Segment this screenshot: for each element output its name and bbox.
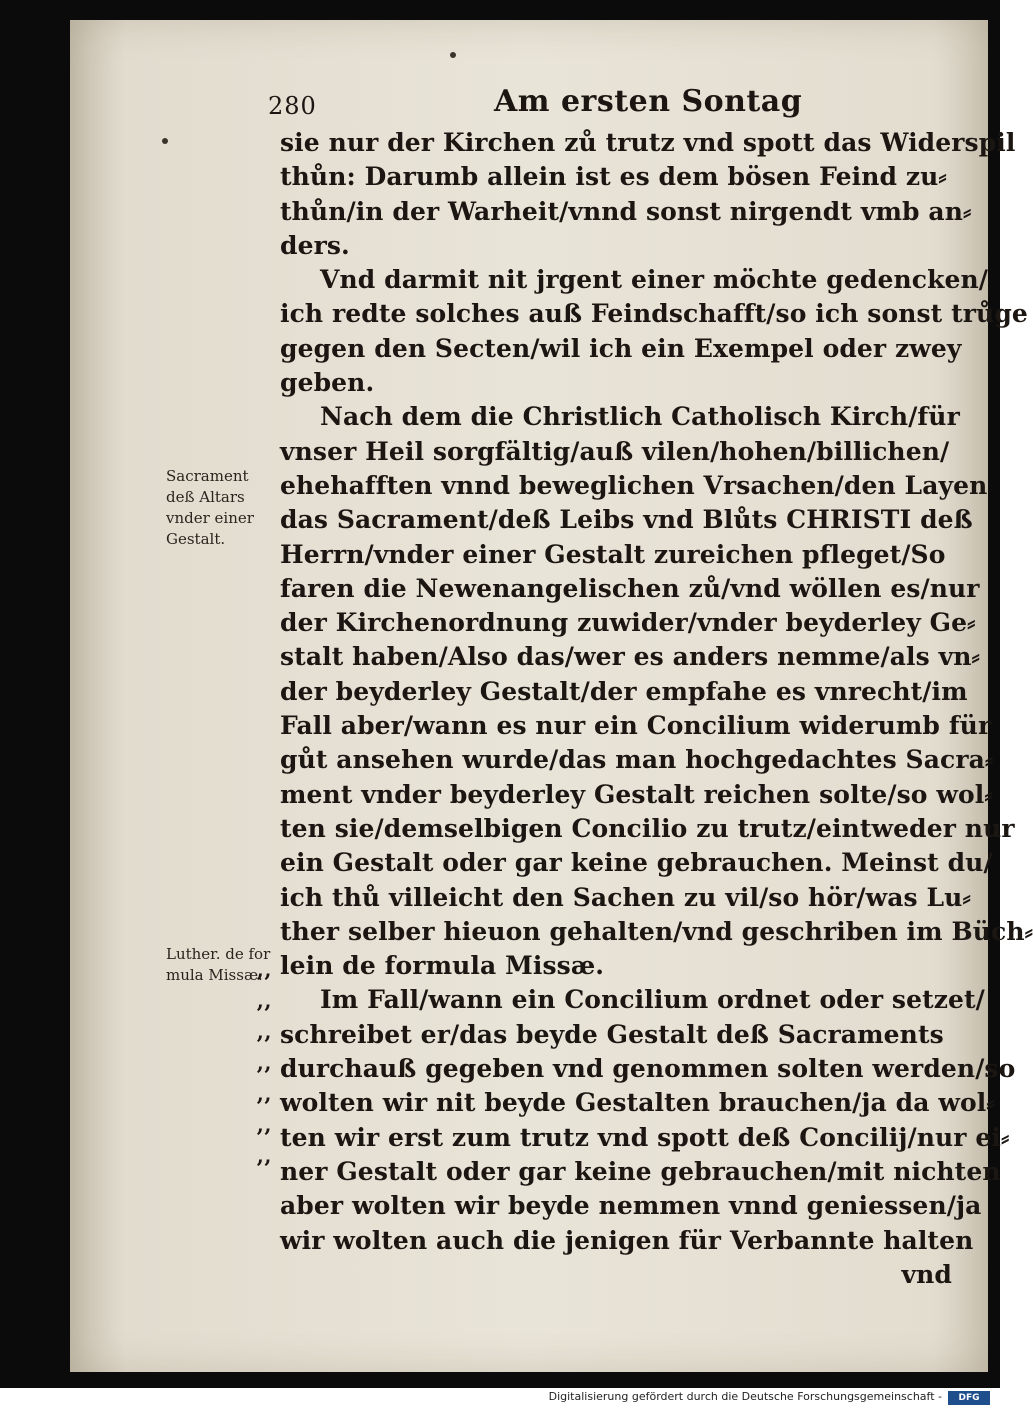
quote-mark: ’’ — [256, 1125, 272, 1151]
text-line: faren die Newenangelischen zů/vnd wöllen es/nur — [280, 573, 980, 603]
text-line: Herrn/vnder einer Gestalt zureichen pfleget/So — [280, 539, 946, 569]
text-line: der Kirchenordnung zuwider/vnder beyderley Ge⸗ — [280, 608, 976, 638]
dfg-logo: DFG — [948, 1391, 990, 1405]
margin-note-line: Sacrament — [166, 467, 249, 485]
quote-mark: ’’ — [256, 1156, 272, 1182]
text-line: wir wolten auch die jenigen für Verbannte halten — [280, 1225, 974, 1255]
page-number: 280 — [268, 92, 317, 120]
quote-mark: ’’ — [256, 970, 272, 996]
quote-mark: ’’ — [256, 1032, 272, 1058]
text-line: lein de formula Missæ. — [280, 951, 605, 981]
text-line: schreibet er/das beyde Gestalt deß Sacraments — [280, 1019, 944, 1049]
text-line: sie nur der Kirchen zů trutz vnd spott das Widerspil — [280, 128, 1016, 157]
text-line: das Sacrament/deß Leibs vnd Blůts CHRISTI deß — [280, 505, 973, 535]
margin-note-line: deß Altars — [166, 488, 245, 506]
text-line: ner Gestalt oder gar keine gebrauchen/mit nichten — [280, 1156, 1001, 1186]
running-title: Am ersten Sontag — [494, 84, 803, 119]
text-line: ten wir erst zum trutz vnd spott deß Concilij/nur ei⸗ — [280, 1122, 1010, 1152]
text-line: aber wolten wir beyde nemmen vnnd geniessen/ja — [280, 1191, 982, 1221]
main-text-block — [280, 126, 1033, 1292]
text-line: ten sie/demselbigen Concilio zu trutz/eintweder nur — [280, 813, 1015, 843]
text-line: gůt ansehen wurde/das man hochgedachtes Sacra⸗ — [280, 745, 994, 775]
text-line: ich redte solches auß Feindschafft/so ich sonst trůge — [280, 299, 1028, 329]
text-line: ein Gestalt oder gar keine gebrauchen. Meinst du/ — [280, 848, 993, 878]
text-line: Nach dem die Christlich Catholisch Kirch/für — [320, 402, 960, 432]
ink-spot — [162, 138, 168, 144]
text-line: thůn/in der Warheit/vnnd sonst nirgendt vmb an⸗ — [280, 196, 972, 226]
margin-note-line: mula Missæ. — [166, 966, 263, 984]
text-line: ehehafften vnnd beweglichen Vrsachen/den Layen — [280, 470, 988, 500]
margin-note-line: Luther. de for — [166, 945, 271, 963]
footer-bar — [0, 1388, 1000, 1409]
text-line: ich thů villeicht den Sachen zu vil/so hör/was Lu⸗ — [280, 882, 971, 912]
margin-note-line: vnder einer — [166, 509, 254, 527]
text-line: ment vnder beyderley Gestalt reichen solte/so wol⸗ — [280, 779, 993, 809]
quotation-marks-column — [256, 968, 286, 1185]
quote-mark: ’’ — [256, 1094, 272, 1120]
text-line: thůn: Darumb allein ist es dem bösen Feind zu⸗ — [280, 162, 947, 192]
text-line: Vnd darmit nit jrgent einer möchte gedencken/ — [320, 265, 989, 295]
text-line: stalt haben/Also das/wer es anders nemme/als vn⸗ — [280, 642, 980, 672]
quote-mark: ’’ — [256, 1001, 272, 1027]
text-line: gegen den Secten/wil ich ein Exempel oder zwey — [280, 333, 962, 363]
margin-note-sacrament — [166, 466, 278, 550]
text-line: der beyderley Gestalt/der empfahe es vnrecht/im — [280, 676, 968, 706]
ink-spot — [450, 52, 456, 58]
text-line: durchauß gegeben vnd genommen solten werden/so — [280, 1054, 1016, 1084]
text-line: wolten wir nit beyde Gestalten brauchen/ja da wol⸗ — [280, 1088, 995, 1118]
margin-note-line: Gestalt. — [166, 530, 226, 548]
funding-credit: Digitalisierung gefördert durch die Deutsche Forschungsgemeinschaft - — [548, 1390, 942, 1403]
text-line: ders. — [280, 230, 350, 260]
text-line: Im Fall/wann ein Concilium ordnet oder setzet/ — [320, 985, 985, 1015]
quote-mark: ’’ — [256, 1063, 272, 1089]
text-line: vnser Heil sorgfältig/auß vilen/hohen/billichen/ — [280, 436, 950, 466]
catchword: vnd — [901, 1259, 952, 1289]
text-line: ther selber hieuon gehalten/vnd geschriben im Büch⸗ — [280, 916, 1033, 946]
text-line: Fall aber/wann es nur ein Concilium widerumb für — [280, 711, 992, 741]
text-line: geben. — [280, 368, 375, 398]
